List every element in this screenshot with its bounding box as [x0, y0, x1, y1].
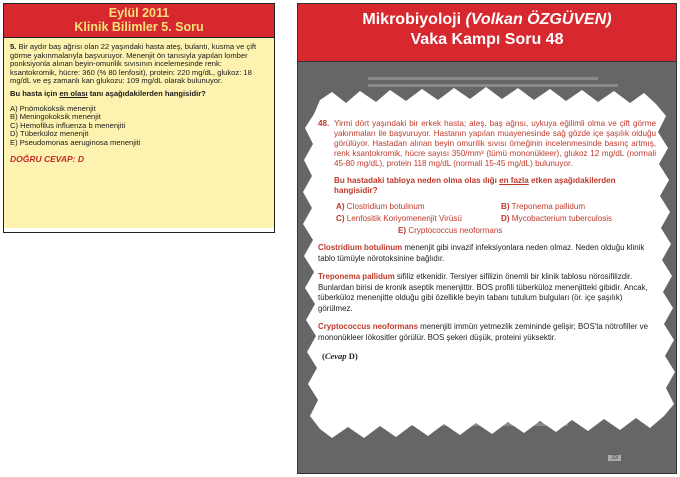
left-title-date: Eylül 2011 — [108, 6, 170, 20]
page-number: 33 — [608, 455, 621, 461]
case-option-c-text: Lenfositik Koriyomenenjit Virüsü — [346, 214, 462, 223]
explanation-text-2: sifiliz etkenidir. Tersiyer sifilizin önemli bir klinik tablosu nörosifilizdir. Bunlardan birisi de kronik aseptik menenjittir. BOS profili tüberküloz menenjitteki gibidir. Ancak, tüberküloz menenjitte olduğu gibi özellikle beyin tabanı tutulum bulguları (ör. içe şaşılık) görülmez. — [318, 272, 648, 313]
left-option-a: A) Pnömokoksik menenjit — [10, 103, 96, 113]
case-prompt-emphasis: en fazla — [499, 176, 529, 185]
left-options-list — [10, 105, 268, 148]
case-option-a-letter: A) — [336, 202, 345, 211]
case-option-e-text: Cryptococcus neoformans — [408, 226, 503, 235]
left-question-stem: Bir aydır baş ağrısı olan 22 yaşındaki hasta ateş, bulantı, kusma ve çift görme yakınmalarıyla başvuruyor. Menenjit ön tanısıyla yapılan lomber ponksiyonla alınan beyin-omurilik sıvısının incelemesinde renk: ksantokromik, hücre: 360 (% 80 lenfosit), protein: 220 mg/dL, glukoz: 18 mg/dL ve eş zamanlı kan glukozu: 109 mg/dL olarak bulunuyor. — [10, 42, 257, 86]
case-option-e — [336, 226, 671, 235]
left-card-body — [4, 38, 274, 228]
left-question-text — [10, 43, 268, 86]
case-content — [318, 119, 656, 361]
case-option-d-letter: D) — [501, 214, 510, 223]
explanation-term-2: Treponema pallidum — [318, 272, 395, 281]
left-prompt-pre: Bu hasta için — [10, 88, 60, 98]
right-title-case: Vaka Kampı Soru 48 — [410, 31, 564, 48]
case-option-b-text: Treponema pallidum — [511, 202, 586, 211]
case-question-prompt — [334, 176, 656, 196]
left-option-e: E) Pseudomonas aeruginosa menenjiti — [10, 137, 141, 147]
explanation-text-3: menenjiti immün yetmezlik zemininde gelişir; BOS'ta nötrofiller ve mononükleer lökositler görülür. BOS şekeri düşük, proteini yüksektir. — [318, 322, 648, 342]
case-option-a-text: Clostridium botulinum — [346, 202, 425, 211]
explanation-term-1: Clostridium botulinum — [318, 243, 403, 252]
left-prompt-emphasis: en olası — [59, 88, 88, 98]
case-option-b-letter: B) — [501, 202, 510, 211]
left-question-number: 5. — [10, 42, 17, 51]
left-title-exam: Klinik Bilimler 5. Soru — [74, 20, 204, 34]
explanation-term-3: Cryptococcus neoformans — [318, 322, 418, 331]
explanation-text-1: menenjit gibi invazif infeksiyonlara neden olmaz. Neden olduğu klinik tablo tümüyle nörotoksinine bağlıdır. — [318, 243, 645, 263]
explanation-paragraph-3 — [318, 322, 656, 343]
case-answer-label: Cevap — [324, 351, 347, 361]
case-option-d — [501, 214, 671, 223]
case-option-b — [501, 202, 671, 211]
right-case-card — [297, 3, 677, 474]
left-question-prompt — [10, 90, 268, 99]
left-prompt-post: tanı aşağıdakilerden hangisidir? — [87, 88, 206, 98]
case-options-grid — [336, 202, 656, 235]
left-correct-answer: DOĞRU CEVAP: D — [10, 153, 84, 164]
left-question-card — [3, 3, 275, 233]
left-option-c: C) Hemofilus influenza b menenjiti — [10, 120, 126, 130]
case-prompt-pre: Bu hastadaki tabloya neden olma olas ılığı — [334, 176, 500, 185]
case-answer-letter: D — [348, 351, 355, 361]
case-option-c-letter: C) — [336, 214, 345, 223]
case-option-a — [336, 202, 501, 211]
case-question-stem: Yirmi dört yaşındaki bir erkek hasta; ateş, baş ağrısı, uykuya eğilimli olma ve çift görme yakınmaları ile başvuruyor. Hastanın yapılan muayenesinde sağ gözde içe şaşılık olduğu görülüyor. Hastadan alınan beyin omurilik sıvısı örneğinin incelenmesinde basınç artmış, renk ksantokromik, hücre sayısı 350/mm³ (tümü mononükleer), glukoz 12 mg/dL (normali 45-80 mg/dL), protein 118 mg/dL (normali 15-45 mg/dL) bulunuyor. — [334, 119, 656, 168]
case-prompt-post: etken aşağıdakilerden hangisidir? — [334, 176, 616, 195]
case-answer: (Cevap D) — [322, 351, 358, 361]
left-option-b: B) Meningokoksik menenjit — [10, 112, 101, 122]
case-option-d-text: Mycobacterium tuberculosis — [511, 214, 613, 223]
case-question-number: 48. — [318, 119, 330, 128]
right-title-author: (Volkan ÖZGÜVEN) — [465, 11, 612, 28]
case-option-c — [336, 214, 501, 223]
explanation-paragraph-1 — [318, 243, 656, 264]
explanation-paragraph-2 — [318, 272, 656, 314]
case-question — [318, 119, 656, 169]
right-title-subject-text: Mikrobiyoloji — [362, 11, 466, 28]
left-option-d: D) Tüberküloz menenjit — [10, 129, 89, 139]
left-card-header — [4, 4, 274, 38]
case-option-e-letter: E) — [398, 226, 407, 235]
